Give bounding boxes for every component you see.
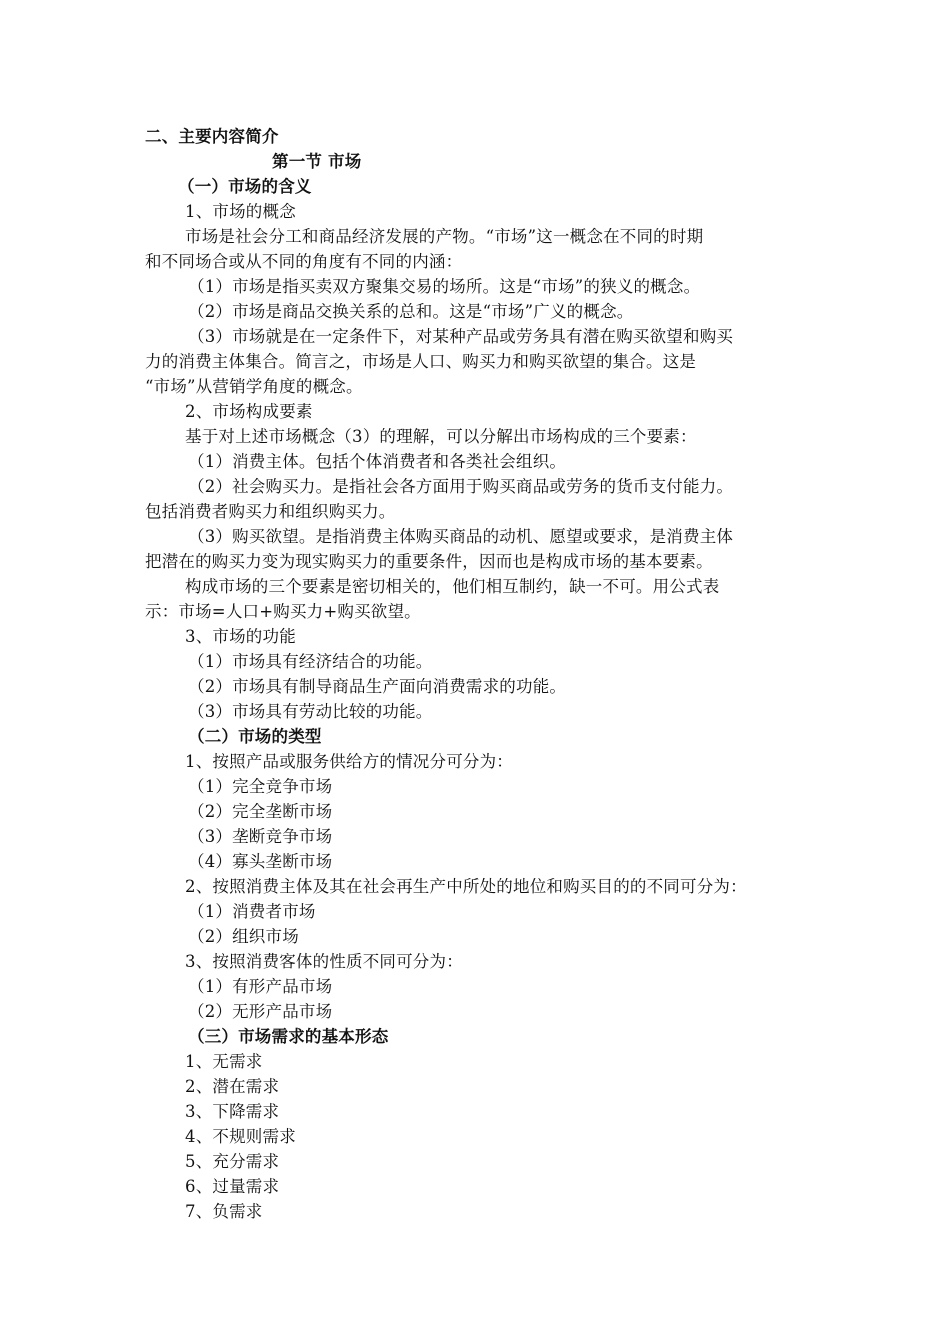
list-item: （2）组织市场 — [188, 927, 299, 946]
elements-title: 2、市场构成要素 — [185, 402, 313, 421]
part3-heading: （三）市场需求的基本形态 — [188, 1027, 389, 1046]
list-item: 2、潜在需求 — [185, 1077, 280, 1096]
list-item: （4）寡头垄断市场 — [188, 852, 333, 871]
list-item: （3）市场具有劳动比较的功能。 — [188, 702, 433, 721]
list-item: 2、按照消费主体及其在社会再生产中所处的地位和购买目的的不同可分为： — [185, 877, 747, 896]
list-item: （1）市场具有经济结合的功能。 — [188, 652, 433, 671]
list-item: 5、充分需求 — [185, 1152, 280, 1171]
list-item: （1）有形产品市场 — [188, 977, 333, 996]
list-item: 3、按照消费客体的性质不同可分为： — [185, 952, 463, 971]
list-item: 4、不规则需求 — [185, 1127, 296, 1146]
concept-title: 1、市场的概念 — [185, 202, 296, 221]
paragraph-line: 示：市场=人口+购买力+购买欲望。 — [145, 602, 421, 621]
list-item: 3、下降需求 — [185, 1102, 280, 1121]
paragraph-line: 基于对上述市场概念（3）的理解，可以分解出市场构成的三个要素： — [185, 427, 697, 446]
list-item: 6、过量需求 — [185, 1177, 280, 1196]
paragraph-line: “市场”从营销学角度的概念。 — [145, 377, 363, 396]
list-item: （1）消费者市场 — [188, 902, 316, 921]
list-item: （1）消费主体。包括个体消费者和各类社会组织。 — [188, 452, 567, 471]
list-item: （3）垄断竞争市场 — [188, 827, 333, 846]
list-item: （1）市场是指买卖双方聚集交易的场所。这是“市场”的狭义的概念。 — [188, 277, 701, 296]
list-item: 1、无需求 — [185, 1052, 263, 1071]
list-item: 1、按照产品或服务供给方的情况分可分为： — [185, 752, 513, 771]
list-item: （3）购买欲望。是指消费主体购买商品的动机、愿望或要求，是消费主体 — [188, 527, 734, 546]
paragraph-line: 力的消费主体集合。简言之，市场是人口、购买力和购买欲望的集合。这是 — [145, 352, 697, 371]
paragraph-line: 市场是社会分工和商品经济发展的产物。“市场”这一概念在不同的时期 — [185, 227, 704, 246]
list-item: （2）完全垄断市场 — [188, 802, 333, 821]
list-item: （1）完全竞争市场 — [188, 777, 333, 796]
paragraph-line: 构成市场的三个要素是密切相关的，他们相互制约，缺一不可。用公式表 — [185, 577, 720, 596]
list-item: （2）无形产品市场 — [188, 1002, 333, 1021]
list-item: （2）市场具有制导商品生产面向消费需求的功能。 — [188, 677, 567, 696]
list-item: （2）社会购买力。是指社会各方面用于购买商品或劳务的货币支付能力。 — [188, 477, 734, 496]
section-heading: 二、主要内容简介 — [145, 127, 279, 146]
paragraph-line: 和不同场合或从不同的角度有不同的内涵： — [145, 252, 463, 271]
part1-heading: （一）市场的含义 — [178, 177, 312, 196]
paragraph-line: 包括消费者购买力和组织购买力。 — [145, 502, 396, 521]
paragraph-line: 把潜在的购买力变为现实购买力的重要条件，因而也是构成市场的基本要素。 — [145, 552, 713, 571]
list-item: （3）市场就是在一定条件下，对某种产品或劳务具有潜在购买欲望和购买 — [188, 327, 734, 346]
list-item: 7、负需求 — [185, 1202, 263, 1221]
functions-title: 3、市场的功能 — [185, 627, 296, 646]
part2-heading: （二）市场的类型 — [188, 727, 322, 746]
chapter-title: 第一节 市场 — [272, 152, 362, 171]
list-item: （2）市场是商品交换关系的总和。这是“市场”广义的概念。 — [188, 302, 634, 321]
